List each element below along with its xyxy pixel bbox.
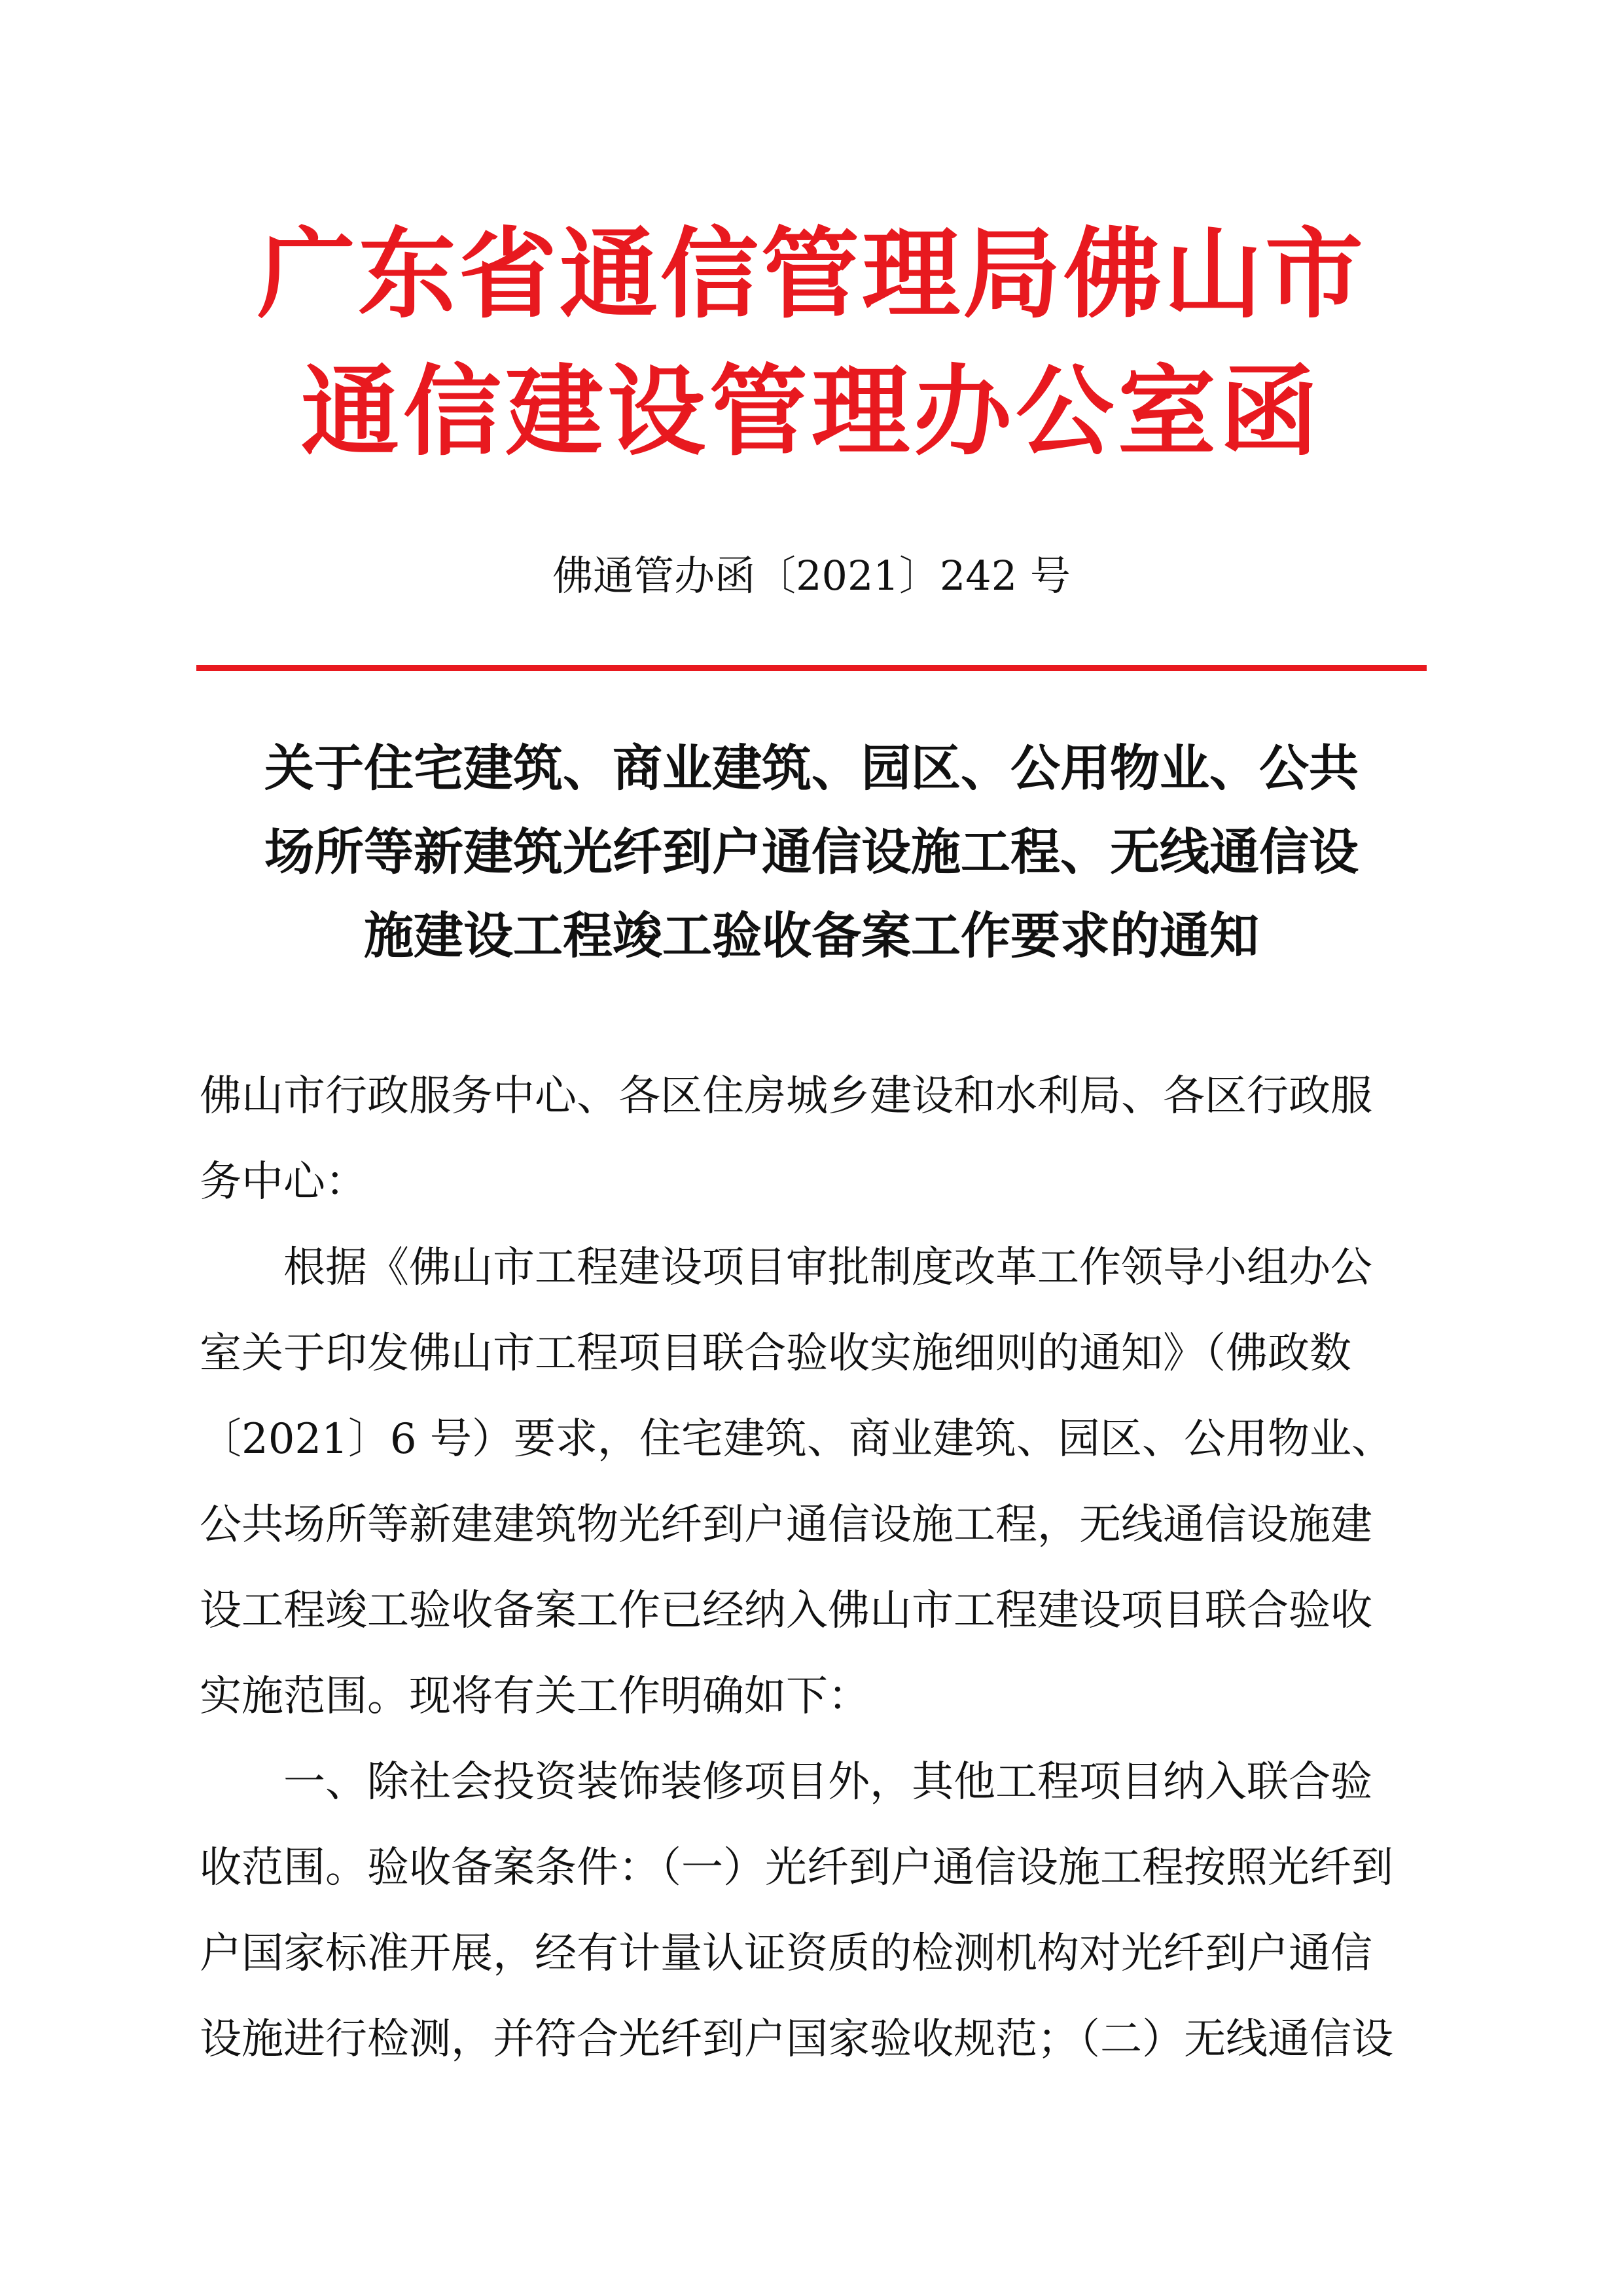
paragraph-line: 一、除社会投资装饰装修项目外，其他工程项目纳入联合验 (200, 1758, 1372, 1806)
paragraph-line: 根据《佛山市工程建设项目审批制度改革工作领导小组办公 (200, 1244, 1372, 1292)
paragraph-line: 室关于印发佛山市工程项目联合验收实施细则的通知》（佛政数 (200, 1329, 1351, 1378)
red-divider-line (196, 665, 1427, 671)
addressee-line: 佛山市行政服务中心、各区住房城乡建设和水利局、各区行政服 (200, 1072, 1372, 1121)
paragraph-line: 公共场所等新建建筑物光纤到户通信设施工程，无线通信设施建 (200, 1501, 1372, 1549)
issuing-organization-line-1: 广东省通信管理局佛山市 (257, 218, 1366, 332)
addressee-line: 务中心： (200, 1158, 367, 1206)
paragraph-line: 收范围。验收备案条件：（一）光纤到户通信设施工程按照光纤到 (200, 1844, 1393, 1892)
paragraph-line: 实施范围。现将有关工作明确如下： (200, 1672, 870, 1721)
paragraph-item-one (200, 1740, 1430, 2083)
title-line: 场所等新建筑光纤到户通信设施工程、无线通信设 (264, 823, 1359, 881)
paragraph-line: 设施进行检测，并符合光纤到户国家验收规范；（二）无线通信设 (200, 2015, 1393, 2064)
issuing-organization-line-2: 通信建设管理办公室函 (300, 355, 1322, 469)
notice-title (196, 726, 1427, 978)
paragraph-line: 设工程竣工验收备案工作已经纳入佛山市工程建设项目联合验收 (200, 1587, 1372, 1635)
title-line: 施建设工程竣工验收备案工作要求的通知 (364, 906, 1259, 965)
addressee (200, 1054, 1430, 1225)
paragraph-line: 户国家标准开展，经有计量认证资质的检测机构对光纤到户通信 (200, 1929, 1372, 1978)
document-number: 佛通管办函〔2021〕242 号 (552, 552, 1071, 600)
paragraph-line: 〔2021〕6 号）要求，住宅建筑、商业建筑、园区、公用物业、 (200, 1415, 1393, 1463)
paragraph-basis (200, 1225, 1430, 1740)
title-line: 关于住宅建筑、商业建筑、园区、公用物业、公共 (264, 739, 1359, 797)
